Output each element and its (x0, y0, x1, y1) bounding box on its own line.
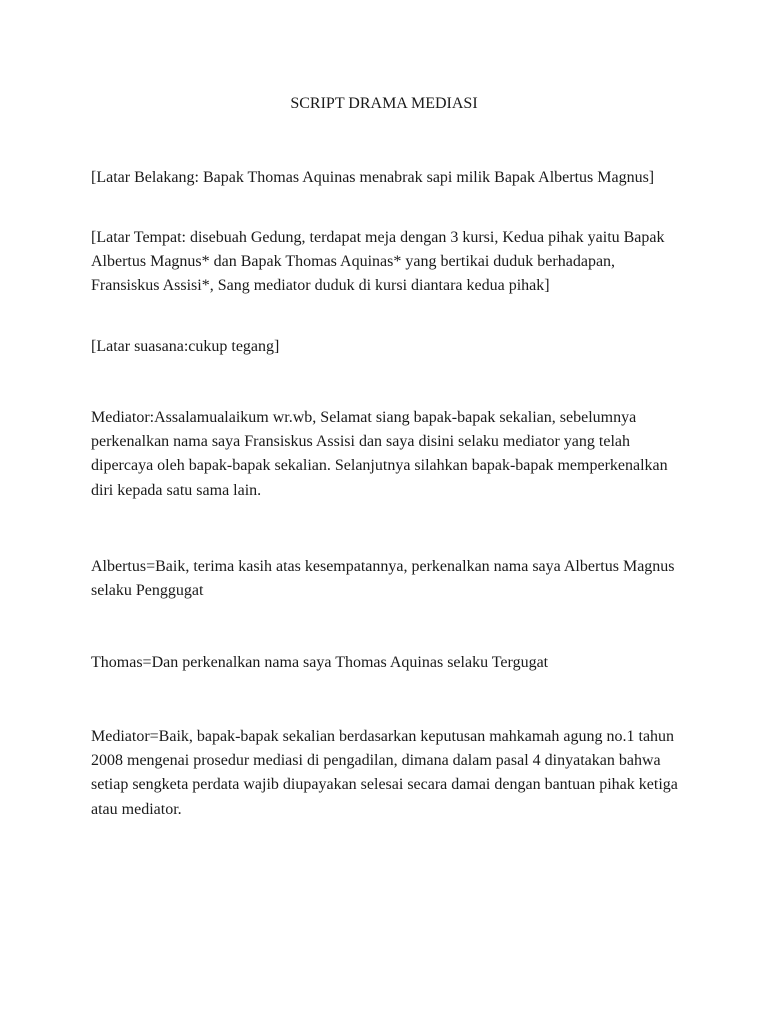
paragraph-background-setting: [Latar Belakang: Bapak Thomas Aquinas menabrak sapi milik Bapak Albertus Magnus] (91, 169, 655, 186)
paragraph-mediator-explanation: Mediator=Baik, bapak-bapak sekalian berdasarkan keputusan mahkamah agung no.1 tahun 2008 mengenai prosedur mediasi di pengadilan, dimana dalam pasal 4 dinyatakan bahwa setiap sengketa perdata wajib diupayakan selesai secara damai dengan bantuan pihak ketiga atau mediator. (91, 728, 678, 818)
paragraph-albertus-intro: Albertus=Baik, terima kasih atas kesempatannya, perkenalkan nama saya Albertus Magnus selaku Penggugat (91, 558, 675, 600)
paragraph-mood-setting: [Latar suasana:cukup tegang] (91, 338, 280, 355)
paragraph-place-setting: [Latar Tempat: disebuah Gedung, terdapat meja dengan 3 kursi, Kedua pihak yaitu Bapak Albertus Magnus* dan Bapak Thomas Aquinas* yang bertikai duduk berhadapan, Fransiskus Assisi*, Sang mediator duduk di kursi diantara kedua pihak] (91, 229, 665, 295)
paragraph-thomas-intro: Thomas=Dan perkenalkan nama saya Thomas Aquinas selaku Tergugat (91, 654, 549, 671)
document-title: SCRIPT DRAMA MEDIASI (290, 95, 478, 112)
paragraph-mediator-opening: Mediator:Assalamualaikum wr.wb, Selamat siang bapak-bapak sekalian, sebelumnya perkenalkan nama saya Fransiskus Assisi dan saya disini selaku mediator yang telah dipercaya oleh bapak-bapak sekalian. Selanjutnya silahkan bapak-bapak memperkenalkan diri kepada satu sama lain. (91, 409, 668, 499)
